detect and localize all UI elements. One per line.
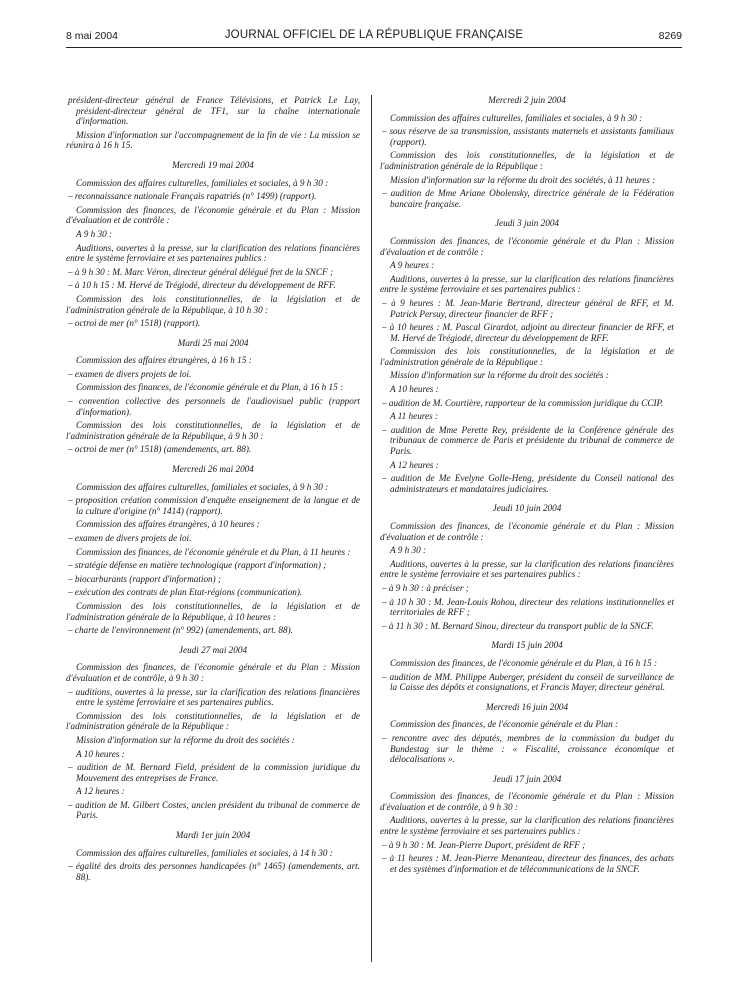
paragraph: Commission des affaires étrangères, à 16 h 15 : [76,355,252,366]
agenda-item: – audition de M. Gilbert Costes, ancien président du tribunal de commerce de Paris. [68,799,360,821]
agenda-item: – proposition création commission d'enquête enseignement de la langue et de la culture d'origine (n° 1414) (rapport). [68,495,360,516]
agenda-item: – exécution des contrats de plan Etat-régions (communication). [68,587,303,598]
paragraph: A 9 heures : [390,260,435,271]
paragraph: Commission des lois constitutionnelles, de la législation et de l'administration générale de la République, à 9 h 30 : [66,420,360,441]
agenda-item: – à 11 h 30 : M. Bernard Sinou, directeur du transport public de la SNCF. [382,620,654,631]
header-rule [66,47,682,48]
paragraph: Auditions, ouvertes à la presse, sur la clarification des relations financières entre le système ferroviaire et ses partenaires publics : [380,273,674,295]
agenda-item: – audition de MM. Philippe Auberger, président du conseil de surveillance de la Caisse des dépôts et consignations, et Francis Mayer, directeur général. [382,671,674,693]
paragraph: Commission des lois constitutionnelles, de la législation et de l'administration générale de la République : [380,346,674,367]
agenda-item: – convention collective des personnels de l'audiovisuel public (rapport d'information). [68,396,360,417]
session-date-heading: Mercredi 16 juin 2004 [485,701,569,712]
agenda-item: – charte de l'environnement (n° 992) (amendements, art. 88). [68,625,293,636]
agenda-item: – audition de M. Courtière, rapporteur de la commission juridique du CCIP. [382,397,664,408]
header-title: JOURNAL OFFICIEL DE LA RÉPUBLIQUE FRANÇAISE [224,29,524,41]
agenda-item: – rencontre avec des députés, membres de la commission du budget du Bundestag sur le thème : « Fiscalité, croissance économique et délocalisations ». [382,732,674,765]
agenda-item: – audition de Me Evelyne Golle-Heng, présidente du Conseil national des administrateurs et mandataires judiciaires. [382,473,674,494]
session-date-heading: Jeudi 10 juin 2004 [492,503,562,514]
agenda-item: – auditions, ouvertes à la presse, sur la clarification des relations financières entre le système ferroviaire et ses partenaires publics. [68,686,360,708]
session-date-heading: Mardi 25 mai 2004 [177,337,249,348]
paragraph: Auditions, ouvertes à la presse, sur la clarification des relations financières entre le système ferroviaire et ses partenaires publics : [380,815,674,837]
agenda-item: – égalité des droits des personnes handicapées (n° 1465) (amendements, art. 88). [68,861,360,882]
paragraph: Commission des affaires culturelles, familiales et sociales, à 9 h 30 : [390,112,643,123]
agenda-item: – audition de M. Bernard Field, président de la commission juridique du Mouvement des entreprises de France. [68,762,360,783]
paragraph: Commission des lois constitutionnelles, de la législation et de l'administration générale de la République : [380,150,674,171]
paragraph: A 9 h 30 : [76,228,113,239]
session-date-heading: Jeudi 3 juin 2004 [494,218,560,229]
paragraph: A 12 heures : [390,459,439,470]
session-date-heading: Mardi 1er juin 2004 [175,830,251,841]
left-column [66,95,360,885]
paragraph: Mission d'information sur la réforme du droit des sociétés : [76,734,295,745]
paragraph: Mission d'information sur la réforme du droit des sociétés : [390,370,609,381]
agenda-item: – octroi de mer (n° 1518) (amendements, art. 88). [68,444,252,455]
paragraph: A 11 heures : [390,411,439,422]
paragraph: Commission des lois constitutionnelles, de la législation et de l'administration générale de la République, à 10 heures : [66,600,360,622]
paragraph: Mission d'information sur l'accompagnement de la fin de vie : La mission se réunira à 16 h 15. [66,129,360,151]
session-date-heading: Mercredi 2 juin 2004 [488,95,566,105]
session-date-heading: Jeudi 27 mai 2004 [178,644,248,655]
agenda-item: – examen de divers projets de loi. [68,533,192,543]
paragraph: A 10 heures : [76,748,125,759]
paragraph: Commission des finances, de l'économie générale et du Plan, à 16 h 15 : [390,657,658,668]
agenda-item: – à 9 heures : M. Jean-Marie Bertrand, directeur général de RFF, et M. Patrick Persuy, directeur financier de RFF ; [382,297,674,319]
agenda-item: – audition de Mme Ariane Obolensky, directrice générale de la Fédération bancaire française. [382,188,674,209]
paragraph: Commission des finances, de l'économie générale et du Plan : Mission d'évaluation et de contrôle : [380,235,674,257]
paragraph: Commission des affaires étrangères, à 10 heures : [76,519,260,530]
paragraph: Commission des finances, de l'économie générale et du Plan : Mission d'évaluation et de contrôle : [380,521,674,542]
session-date-heading: Mardi 15 juin 2004 [491,640,563,651]
session-date-heading: Jeudi 17 juin 2004 [492,773,562,784]
paragraph: Mission d'information sur la réforme du droit des sociétés, à 11 heures : [390,174,656,185]
agenda-item: – à 10 heures : M. Pascal Girardot, adjoint au directeur financier de RFF, et M. Hervé de Trégiodé, directeur du développement de RFF. [382,322,674,343]
column-divider [371,95,372,962]
paragraph: A 12 heures : [76,786,125,797]
agenda-item: – à 9 h 30 : M. Jean-Pierre Duport, président de RFF ; [382,839,586,850]
paragraph: A 10 heures : [390,384,439,395]
agenda-item: – à 10 h 30 : M. Jean-Louis Rohou, directeur des relations institutionnelles et territoriales de RFF ; [382,596,674,618]
paragraph: Commission des lois constitutionnelles, de la législation et de l'administration générale de la République, à 10 h 30 : [66,293,360,315]
header-date: 8 mai 2004 [66,30,118,42]
paragraph: Commission des finances, de l'économie générale et du Plan : Mission d'évaluation et de contrôle : [66,204,360,226]
paragraph: Commission des finances, de l'économie générale et du Plan : [390,719,619,730]
paragraph: A 9 h 30 : [390,545,427,556]
paragraph: Commission des finances, de l'économie générale et du Plan : Mission d'évaluation et de contrôle, à 9 h 30 : [66,662,360,683]
paragraph: Commission des affaires culturelles, familiales et sociales, à 14 h 30 : [76,847,333,858]
paragraph: Auditions, ouvertes à la presse, sur la clarification des relations financières entre le système ferroviaire et ses partenaires publics : [380,558,674,580]
agenda-item: – stratégie défense en matière technologique (rapport d'information) ; [68,560,327,571]
page-header [66,30,682,46]
paragraph: Commission des affaires culturelles, familiales et sociales, à 9 h 30 : [76,481,329,492]
agenda-item: – reconnaissance nationale Français rapatriés (n° 1499) (rapport). [68,191,317,202]
session-date-heading: Mercredi 19 mai 2004 [172,159,254,170]
agenda-item: – à 9 h 30 : M. Marc Véron, directeur général délégué fret de la SNCF ; [68,266,334,277]
paragraph: Commission des lois constitutionnelles, de la législation et de l'administration générale de la République : [66,710,360,732]
right-column [380,95,674,877]
agenda-item: – sous réserve de sa transmission, assistants maternels et assistants familiaux (rapport). [382,126,674,147]
agenda-item: – octroi de mer (n° 1518) (rapport). [68,318,201,329]
agenda-item: – examen de divers projets de loi. [68,368,192,379]
agenda-item: – à 10 h 15 : M. Hervé de Trégiodé, directeur du développement de RFF. [68,280,336,291]
agenda-item: – à 11 heures : M. Jean-Pierre Menanteau, directeur des finances, des achats et des systèmes d'information et de télécommunications de la SNCF. [382,853,674,874]
session-date-heading: Mercredi 26 mai 2004 [172,464,254,475]
header-page-number: 8269 [658,30,682,42]
agenda-item: – biocarburants (rapport d'information) ; [68,573,222,584]
paragraph: Auditions, ouvertes à la presse, sur la clarification des relations financières entre le système ferroviaire et ses partenaires publics : [66,242,360,264]
paragraph: Commission des affaires culturelles, familiales et sociales, à 9 h 30 : [76,177,329,188]
agenda-item: – audition de Mme Perette Rey, présidente de la Conférence générale des tribunaux de commerce de Paris et présidente du tribunal de commerce de Paris. [382,424,674,457]
paragraph: Commission des finances, de l'économie générale et du Plan : Mission d'évaluation et de contrôle, à 9 h 30 : [380,791,674,812]
agenda-item: président-directeur général de France Télévisions, et Patrick Le Lay, président-directeur général de TF1, sur la chaîne internationale d'information. [68,95,360,127]
agenda-item: – à 9 h 30 : à préciser ; [382,582,469,593]
paragraph: Commission des finances, de l'économie générale et du Plan, à 16 h 15 : [76,382,344,393]
paragraph: Commission des finances, de l'économie générale et du Plan, à 11 heures : [76,546,351,557]
